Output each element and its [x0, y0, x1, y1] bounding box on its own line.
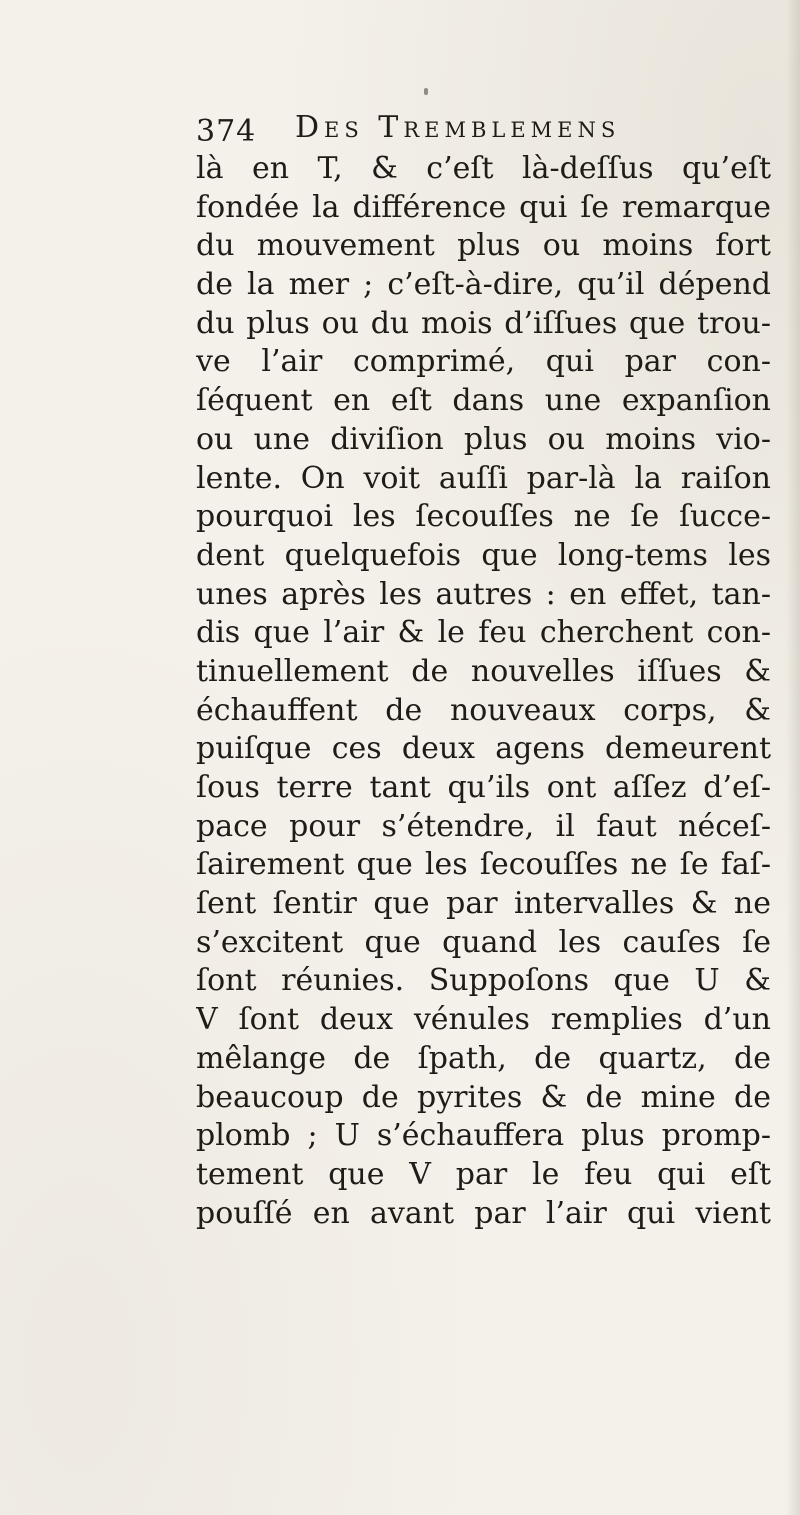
- text-line: lente. On voit auſſi par-là la raiſon: [196, 460, 771, 496]
- text-line: fondée la différence qui ſe remarque: [196, 189, 771, 225]
- text-line: mêlange de ſpath, de quartz, de: [196, 1040, 771, 1076]
- text-line: du plus ou du mois d’iſſues que trou-: [196, 305, 771, 341]
- page-edge-shadow: [786, 0, 800, 1515]
- text-line: tinuellement de nouvelles iſſues &: [196, 653, 771, 689]
- text-line: là en T, & c’eſt là-deſſus qu’eſt: [196, 151, 771, 186]
- text-line: pouſſé en avant par l’air qui vient: [196, 1195, 771, 1231]
- text-line: ſous terre tant qu’ils ont aſſez d’eſ-: [196, 770, 771, 805]
- page-number: 374: [196, 114, 257, 149]
- text-line: ve l’air comprimé, qui par con-: [196, 344, 771, 380]
- text-line: dis que l’air & le feu cherchent con-: [196, 615, 771, 651]
- text-line: V ſont deux vénules remplies d’un: [196, 1002, 771, 1038]
- text-line: ſairement que les ſecouſſes ne ſe faſ-: [196, 847, 771, 883]
- text-line: ſent ſentir que par intervalles & ne: [196, 886, 771, 922]
- text-line: de la mer ; c’eſt-à-dire, qu’il dépend: [196, 267, 771, 303]
- text-line: pace pour s’étendre, il faut néceſ-: [196, 808, 771, 844]
- text-line: du mouvement plus ou moins fort: [196, 228, 771, 264]
- text-line: ou une diviſion plus ou moins vio-: [196, 421, 771, 457]
- text-line: unes après les autres : en effet, tan-: [196, 576, 771, 612]
- body-text: [196, 150, 771, 1320]
- text-line: plomb ; U s’échauffera plus promp-: [196, 1118, 771, 1154]
- running-head: Des Tremblemens: [295, 110, 621, 145]
- text-line: ſéquent en eſt dans une expanſion: [196, 383, 771, 419]
- text-line: ſont réunies. Suppoſons que U &: [196, 963, 771, 999]
- page-header: [196, 110, 756, 154]
- text-line: s’excitent que quand les cauſes ſe: [196, 924, 771, 960]
- text-line: pourquoi les ſecouſſes ne ſe ſucce-: [196, 499, 771, 535]
- text-line: échauffent de nouveaux corps, &: [196, 692, 771, 728]
- text-line: puiſque ces deux agens demeurent: [196, 731, 771, 767]
- text-line: beaucoup de pyrites & de mine de: [196, 1079, 771, 1115]
- text-line: dent quelquefois que long-tems les: [196, 537, 771, 573]
- ink-speck: [424, 88, 428, 95]
- text-line: tement que V par le feu qui eſt: [196, 1156, 771, 1192]
